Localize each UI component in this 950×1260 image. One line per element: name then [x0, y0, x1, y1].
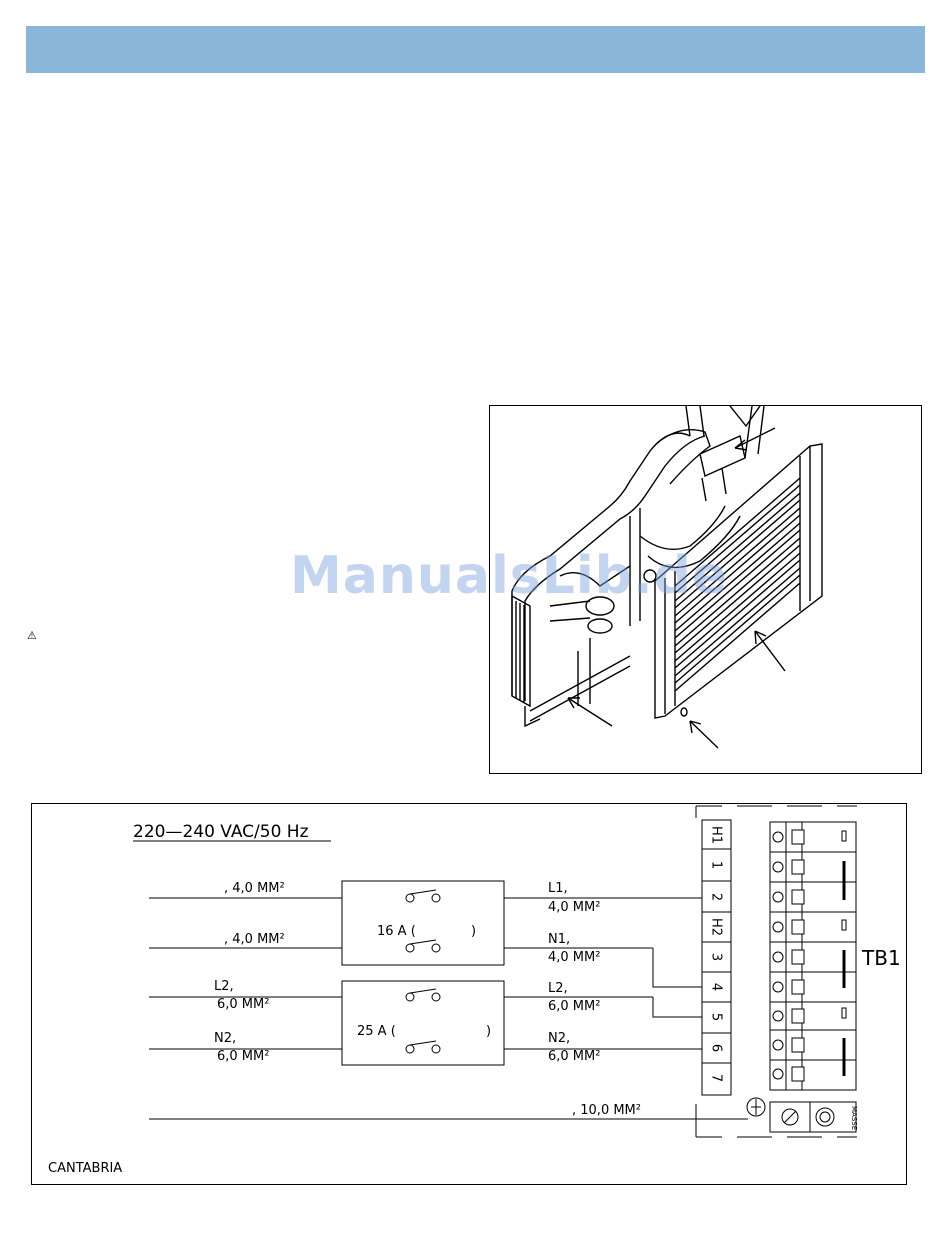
- wire-in2-label: , 4,0 MM²: [224, 932, 285, 947]
- watermark: ManualsLib.de: [290, 546, 729, 606]
- wire-out3-size: 6,0 MM²: [548, 999, 601, 1014]
- wire-in4-name: N2,: [214, 1031, 237, 1046]
- ground-wire-label: , 10,0 MM²: [572, 1103, 641, 1118]
- terminal-label: 7: [708, 1073, 724, 1083]
- wire-out2-name: N1,: [548, 932, 571, 947]
- wiring-schematic: [32, 804, 908, 1186]
- breaker1-close: ): [471, 924, 477, 939]
- wire-out1-name: L1,: [548, 881, 568, 896]
- wire-out1-size: 4,0 MM²: [548, 900, 601, 915]
- wire-out2-size: 4,0 MM²: [548, 950, 601, 965]
- header-bar: [26, 26, 925, 73]
- terminal-label: 1: [708, 860, 724, 870]
- wiring-diagram: [31, 803, 907, 1185]
- terminal-label: 6: [708, 1043, 724, 1053]
- warning-triangle-icon: ⚠: [27, 630, 37, 642]
- wire-in3-name: L2,: [214, 979, 234, 994]
- terminal-label: 2: [708, 892, 724, 902]
- breaker1-label: 16 A (: [377, 924, 416, 939]
- terminal-label: 4: [708, 982, 724, 992]
- terminal-label: 5: [708, 1012, 724, 1022]
- breaker2-close: ): [486, 1024, 492, 1039]
- breaker2-label: 25 A (: [357, 1024, 396, 1039]
- terminal-block-label: TB1: [862, 946, 901, 970]
- wire-out4-size: 6,0 MM²: [548, 1049, 601, 1064]
- wire-in4-size: 6,0 MM²: [217, 1049, 270, 1064]
- terminal-label: 3: [708, 952, 724, 962]
- footer-label: CANTABRIA: [48, 1161, 123, 1176]
- wire-in1-label: , 4,0 MM²: [224, 881, 285, 896]
- terminal-label: H2: [708, 917, 724, 937]
- supply-voltage-label: 220—240 VAC/50 Hz: [133, 822, 309, 842]
- terminal-label: H1: [708, 825, 724, 845]
- wire-out4-name: N2,: [548, 1031, 571, 1046]
- wire-out3-name: L2,: [548, 981, 568, 996]
- wire-in3-size: 6,0 MM²: [217, 997, 270, 1012]
- masse-label: MASSE: [850, 1106, 858, 1131]
